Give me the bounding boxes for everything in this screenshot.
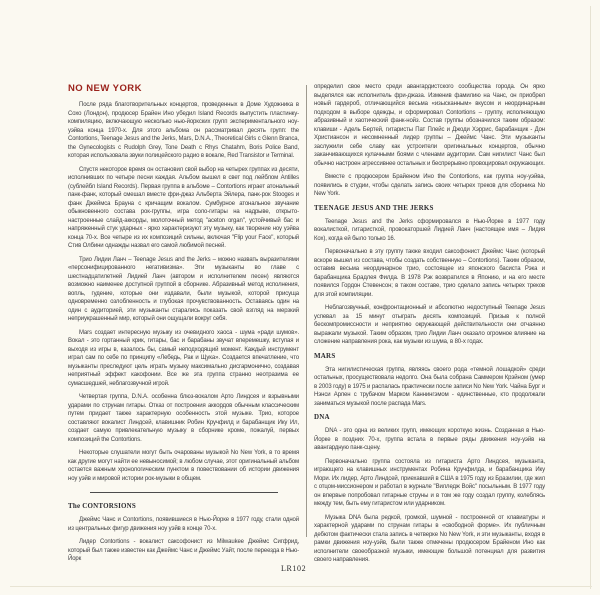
left-column bbox=[68, 83, 299, 569]
paragraph: Лидер Contortions - вокалист саксофонист из Milwaukee Джеймс Сигфрид, который был также известен как Джеймс Чанс и Джеймс Уайт, после переезда в Нью-Йорк bbox=[68, 539, 299, 562]
paragraph: Mars создает интересную музыку из очевидного хаоса - шума «ради шумов». Вокал - это гортанный крик, гитары, бас и барабаны звучат вперемешку, вступая и выходя из игры в, казалось бы, самый неподходящий момент. Каждый инструмент играл сам по себе по принципу «Лебедь, Рак и Щука». Создается впечатление, что музыканты преследуют цель играть музыку максимально дисгармонично, создавая неприятный эффект какофонии. Все же эта группа странно неотразима ее сумасшедшей, неблагозвучной игрой. bbox=[68, 329, 299, 387]
section-heading-mars: MARS bbox=[314, 351, 336, 360]
paragraph: Четвертая группа, D.N.A. особенна блюз-вокалом Арто Линдсея и взрывными ударами по струнам гитары. Отказ от построения аккордов обычным классическим путем придает также характерную особенность этой музыке. Трио, которое составляют вокалист Линдсей, клавишник Робин Кручфилд и барабанщик Ику Ил, создает самую привлекательную музыку в сборнике кроме, пожалуй, первых композиций the Contortions. bbox=[68, 394, 299, 443]
paragraph: Teenage Jesus and the Jerks сформировался в Нью-Йорке в 1977 году вокалисткой, гитаристкой, провокаторшей Лидией Ланч (настоящее имя – Лидия Кох), когда ей было только 16. bbox=[314, 218, 545, 242]
paragraph: После ряда благотворительных концертов, проведенных в Доме Художника в Сохо (Лондон), продюсер Брайен Ино убедил Island Records выпустить пластинку-компиляцию, включающую несколько нью-йоркских групп экспериментального ноу-уэйва конца 1970-х. Для этого альбома он рассматривал десять групп: the Contortions, Teenage Jesus and the Jerks, Mars, D.N.A., Theoretical Girls с Glenn Branca, the Gynecologists с Rudolph Grey, Tone Death с Rhys Chatahm, Boris Police Band, которая использовала звуки полицейского радио в вокале, Red Transistor и Terminal. bbox=[68, 102, 299, 159]
page-edge-right bbox=[590, 6, 591, 589]
liner-notes bbox=[68, 83, 546, 570]
page-edge-bottom bbox=[10, 586, 592, 587]
paragraph: Первоначально группа состояла из гитариста Арто Линдсея, музыканта, играющего на клавишных инструментах Робина Кручфилда, и барабанщика Ику Мори. Их лидер, Арто Линдсей, приехавший в США в 1975 году из Бразилии, где жил с отцом-миссионером и работал в журнале "Вилледж Войс" посыльным. В 1977 году он впервые попробовал гитарные струны и в том же году создал группу, колеблясь между тем, быть ему гитаристом или ударником. bbox=[314, 458, 545, 507]
section-heading-dna: DNA bbox=[314, 413, 330, 421]
paragraph: Музыка DNA была редкой, громкой, шумной - построенной от клавиатуры и характерной ударами по струнам гитары в «свободной форме». Их публичным дебютом фактически стала запись в четверке No New York, и эти музыканты, входя в рамки движения ноу-уэйв, были также отмечены продюсером Брайеном Ино как исполнители своеобразной музыки, имеющие большой потенциал для развития своего направления. bbox=[314, 514, 545, 563]
catalog-number: LR102 bbox=[281, 564, 307, 573]
section-heading-contorsions: The CONTORSIONS bbox=[68, 502, 137, 510]
paragraph: Трио Лидии Ланч – Teenage Jesus and the Jerks – можно назвать выразителями «персонифицированного негативизма». Эти музыканты во главе с шестнадцатилетней Лидией Ланч (автором и исполнителем песен) являются возможно наименее доступной группой в сборнике. Абразивный метод исполнения, вопль, гудение, которые они издавали, были музыкой, которой присуща одновременно озлобленность и глубокая прочувствованность. Оставаясь один на один с аудиторией, эти музыканты старались показать свой взгляд на мерзкий неприукрашенный мир, который они ощущали вокруг себя. bbox=[68, 256, 299, 322]
paragraph: Вместе с продюсером Брайеном Ино the Contortions, как группа ноу-уэйва, появились в студии, чтобы сделать запись своих четырех треков для сборника No New York. bbox=[314, 174, 545, 197]
column-divider bbox=[306, 85, 307, 537]
paragraph: Спустя некоторое время он остановил свой выбор на четырех группах из десяти, исполнивших по четыре песни каждая. Альбом вышел в свет под лейблом Antilles (сублейбл Island Records). Первая группа в альбоме – Contortions играет атональный панк-фанк, который смешал вместе фри-джаз Альберта Эйлера, панк-рок Stooges и фанк Джеймса Брауна с кричащим вокалом. Сумбурное атональное звучание обыкновенного состава рок-группы, игра соло-гитары на надрыве, открыто-настроенные слайд-аккорды, молоточный метод "aceton organ", устойчивый бас и напряженный стук ударных - ярко характеризуют эту музыку, как творение ноу уэйва конца 70-х. Все четыре из их композиций сильны, включая "Flip your Face", который Стив Олбини однажды назвал его самой любимой песней. bbox=[68, 166, 299, 249]
section-heading-teenage-jesus: TEENAGE JESUS AND THE JERKS bbox=[314, 203, 434, 212]
album-title: NO NEW YORK bbox=[68, 83, 142, 94]
paragraph: Первоначально в эту группу также входил саксофонист Джеймс Чанс (который вскоре вышел из состава, чтобы создать собственную – Contortions). Таким образом, оставив весьма неординарное трио, состоящее из японского басиста Рэка и барабанщика Брадлея Филда. В 1978 Рэк возвратился в Японию, и на его месте появился Гордон Стевенсон; в таком составе, трио сделало запись четырех треков для этой компиляции. bbox=[314, 249, 545, 298]
paragraph: Некоторые слушатели могут быть очарованы музыкой No New York, в то время как другие могут найти ее невыносимой; в любом случае, этот оригинальный альбом остается важным хронологическим пунктом в повествовании об истории движения ноу уэйв и мировой истории рок-музыки в общем. bbox=[68, 450, 299, 482]
paragraph: определил свое место среди авангардистского сообщества города. Он ярко выделялся как исполнитель фри-джаза. Изменив фамилию на Чанс, он приобрел новый гардероб, отличающийся весьма «изысканным» вкусом и неординарным подходом в выборе одежды, и сформировал Contortions – группу, исполняющую абразивный и хаотический фанк-нойз. Состав группы обозначился таким образом: клавиши - Адель Бертей, гитаристы Пат Плейс и Джоди Хэррис, барабанщик - Дон Христиансон и несомненный лидер группы – Джеймс Чанс. Эти музыканты заслужили себе славу как устроители оригинальных концертов, обычно заканчивающихся кулачными боями с членами аудитории. Сам нигилист Чанс был обычно настроен агрессивнее остальных и беспрерывно провоцировал окружающих. bbox=[314, 84, 545, 167]
paragraph: Неблагозвучный, конфронтационный и абсолютно недоступный Teenage Jesus успевал за 15 минут отыграть десять композиций. Призыв к полной бескомпромиссности и неприятию окружающей действительности они отчаянно выражали музыкой. Таким образом, трио Лидии Ланч оказало огромное влияние на сложение направления рока, как музыки из шума, в 80-х годах. bbox=[314, 305, 545, 345]
paragraph: Эта нигилистическая группа, являясь своего рода «темной лошадкой» среди остальных, просуществовала недолго. Она была собрана Саммером Крэйном (умер в 2003 году) в 1975 и распалась практически после записи No New York. Чайна Бург и Нэнси Арлен с трубачом Марком Каннингэмом - единственные, кто продолжали заниматься музыкой после распада Mars. bbox=[314, 366, 545, 407]
paragraph: DNA - это одна из великих групп, имеющих короткую жизнь. Созданная в Нью-Йорке в поздних 70-х, группа встала в первые ряды движения ноу-уэйв на авангардную панк-сцену. bbox=[314, 428, 545, 451]
right-column bbox=[314, 83, 545, 570]
section-divider bbox=[90, 492, 278, 493]
paragraph: Джеймс Чанс и Contortions, появившиеся в Нью-Йорке в 1977 году, стали одной из центральных фигур движения ноу уэйв в конце 70-х. bbox=[68, 517, 299, 532]
